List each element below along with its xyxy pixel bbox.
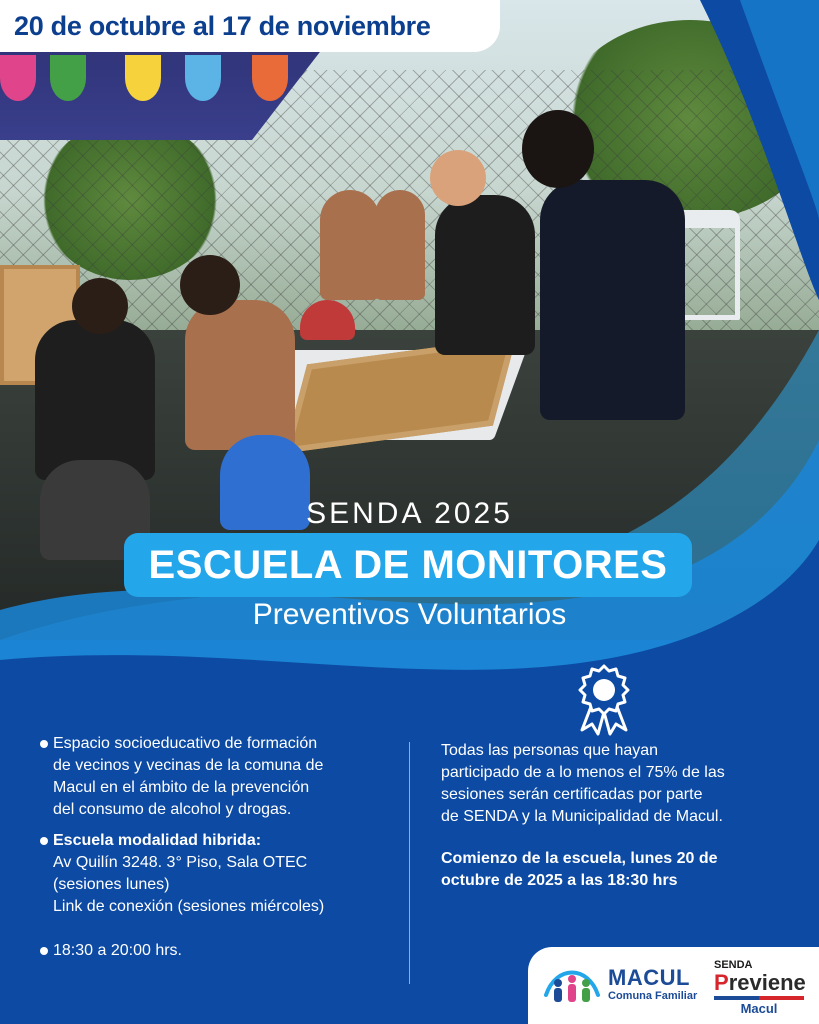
macul-name: MACUL bbox=[608, 965, 690, 990]
macul-family-logo-icon bbox=[542, 961, 602, 1011]
previene-initial: P bbox=[714, 970, 729, 995]
page-subtitle: Preventivos Voluntarios bbox=[252, 598, 567, 631]
text-line: Todas las personas que hayan bbox=[441, 742, 659, 759]
date-banner bbox=[0, 0, 500, 52]
text-line: octubre de 2025 a las 18:30 hrs bbox=[441, 872, 678, 889]
text-line: del consumo de alcohol y drogas. bbox=[53, 801, 292, 818]
award-ribbon-icon bbox=[576, 664, 632, 736]
text-line: de SENDA y la Municipalidad de Macul. bbox=[441, 808, 723, 825]
logo-bar bbox=[528, 947, 819, 1024]
start-date-paragraph bbox=[441, 848, 801, 892]
page-title: ESCUELA DE MONITORES bbox=[148, 542, 668, 587]
senda-previene-logo bbox=[714, 959, 810, 1018]
text-line: participado de a lo menos el 75% de las bbox=[441, 764, 725, 781]
text-line: Link de conexión (sesiones miércoles) bbox=[53, 898, 325, 915]
info-bullet bbox=[40, 830, 390, 918]
text-line: (sesiones lunes) bbox=[53, 876, 170, 893]
previene-wordmark bbox=[714, 972, 810, 994]
date-range: 20 de octubre al 17 de noviembre bbox=[14, 10, 431, 41]
info-left-column bbox=[40, 733, 390, 971]
text-line: de vecinos y vecinas de la comuna de bbox=[53, 757, 324, 774]
text-line: Espacio socioeducativo de formación bbox=[53, 735, 318, 752]
schedule-text: 18:30 a 20:00 hrs. bbox=[53, 942, 182, 959]
column-divider bbox=[409, 742, 410, 984]
previene-rest: reviene bbox=[728, 970, 806, 995]
senda-label: SENDA bbox=[714, 959, 753, 971]
senda-location: Macul bbox=[740, 1001, 778, 1016]
info-bullet bbox=[40, 733, 390, 821]
title-pill bbox=[124, 533, 692, 597]
macul-logo-text bbox=[608, 967, 697, 1003]
info-bullet bbox=[40, 940, 390, 962]
text-line: sesiones serán certificadas por parte bbox=[441, 786, 703, 803]
macul-tagline: Comuna Familiar bbox=[608, 990, 698, 1002]
text-line: Comienzo de la escuela, lunes 20 de bbox=[441, 850, 718, 867]
text-line: Macul en el ámbito de la prevención bbox=[53, 779, 310, 796]
info-right-column bbox=[441, 740, 801, 892]
bullet-heading: Escuela modalidad hibrida: bbox=[53, 832, 262, 849]
program-year: SENDA 2025 bbox=[306, 497, 513, 530]
text-line: Av Quilín 3248. 3° Piso, Sala OTEC bbox=[53, 854, 308, 871]
certification-paragraph bbox=[441, 740, 801, 828]
